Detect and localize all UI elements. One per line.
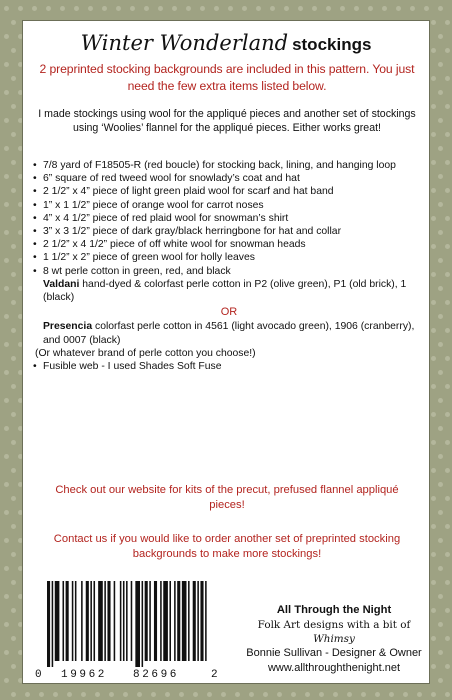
polka-dot bbox=[249, 692, 254, 697]
list-item-text: 2 1/2” x 4 1/2” piece of off white wool for snowman heads bbox=[43, 239, 306, 251]
polka-dot bbox=[263, 692, 268, 697]
polka-dot bbox=[32, 6, 37, 11]
polka-dot bbox=[137, 692, 142, 697]
polka-dot bbox=[11, 132, 16, 137]
polka-dot bbox=[11, 48, 16, 53]
presencia-brand: Presencia bbox=[43, 321, 93, 333]
polka-dot bbox=[116, 6, 121, 11]
polka-dot bbox=[4, 6, 9, 11]
polka-dot bbox=[445, 692, 450, 697]
polka-dot bbox=[4, 622, 9, 627]
polka-dot bbox=[438, 622, 443, 627]
polka-dot bbox=[4, 258, 9, 263]
polka-dot bbox=[431, 76, 436, 81]
list-item bbox=[33, 360, 425, 373]
polka-dot bbox=[228, 6, 233, 11]
polka-dot bbox=[305, 692, 310, 697]
barcode-bar bbox=[142, 581, 144, 667]
designer-owner: Bonnie Sullivan - Designer & Owner bbox=[246, 647, 422, 659]
polka-dot bbox=[389, 692, 394, 697]
polka-dot bbox=[4, 174, 9, 179]
polka-dot bbox=[410, 6, 415, 11]
polka-dot bbox=[11, 328, 16, 333]
barcode-bar bbox=[200, 581, 203, 661]
polka-dot bbox=[438, 314, 443, 319]
polka-dot bbox=[11, 468, 16, 473]
polka-dot bbox=[431, 20, 436, 25]
barcode-bar bbox=[197, 581, 199, 661]
barcode-bar bbox=[193, 581, 196, 661]
polka-dot bbox=[11, 76, 16, 81]
barcode-right-digit: 2 bbox=[211, 669, 221, 681]
polka-dot bbox=[207, 692, 212, 697]
list-item-text: 4” x 4 1/2” piece of red plaid wool for snowman’s shirt bbox=[43, 212, 289, 224]
list-item bbox=[33, 159, 425, 172]
polka-dot bbox=[445, 608, 450, 613]
polka-dot bbox=[438, 202, 443, 207]
barcode-bar bbox=[104, 581, 106, 661]
barcode-bar bbox=[52, 581, 54, 667]
polka-dot bbox=[291, 692, 296, 697]
valdani-line bbox=[33, 278, 425, 304]
polka-dot bbox=[46, 6, 51, 11]
barcode-bar bbox=[174, 581, 176, 661]
title-plain: stockings bbox=[292, 35, 372, 54]
polka-dot bbox=[11, 440, 16, 445]
list-item bbox=[33, 238, 425, 251]
list-item-text: 6” square of red tweed wool for snowlady’s coat and hat bbox=[43, 173, 300, 185]
polka-dot bbox=[431, 272, 436, 277]
polka-dot bbox=[431, 664, 436, 669]
polka-dot bbox=[438, 370, 443, 375]
list-item bbox=[33, 185, 425, 198]
polka-dot bbox=[375, 692, 380, 697]
polka-dot bbox=[200, 6, 205, 11]
polka-dot bbox=[424, 6, 429, 11]
polka-dot bbox=[431, 104, 436, 109]
bullet-icon: • bbox=[33, 186, 37, 198]
polka-dot bbox=[172, 6, 177, 11]
polka-dot bbox=[431, 300, 436, 305]
polka-dot bbox=[11, 188, 16, 193]
polka-dot bbox=[431, 496, 436, 501]
polka-dot bbox=[445, 356, 450, 361]
barcode-bar bbox=[123, 581, 125, 661]
polka-dot bbox=[445, 188, 450, 193]
barcode-bar bbox=[177, 581, 180, 661]
barcode-bar bbox=[135, 581, 140, 667]
polka-dot bbox=[361, 692, 366, 697]
barcode-left-digit: 0 bbox=[35, 669, 45, 681]
barcode-bar bbox=[126, 581, 128, 661]
polka-dot bbox=[179, 692, 184, 697]
polka-dot bbox=[11, 160, 16, 165]
bullet-icon: • bbox=[33, 226, 37, 238]
barcode-bar bbox=[86, 581, 89, 661]
polka-dot bbox=[4, 594, 9, 599]
polka-dot bbox=[4, 370, 9, 375]
polka-dot bbox=[368, 6, 373, 11]
polka-dot bbox=[431, 692, 436, 697]
barcode-bar bbox=[66, 581, 69, 661]
polka-dot bbox=[438, 174, 443, 179]
presencia-text: colorfast perle cotton in 4561 (light avocado green), 1906 (cranberry), and 0007 (black) bbox=[43, 321, 415, 346]
list-item-text: 3” x 3 1/2” piece of dark gray/black herringbone for hat and collar bbox=[43, 226, 342, 238]
polka-dot bbox=[4, 510, 9, 515]
polka-dot bbox=[445, 48, 450, 53]
barcode-bar bbox=[169, 581, 171, 661]
polka-dot bbox=[445, 496, 450, 501]
list-item bbox=[33, 225, 425, 238]
list-item-text: 2 1/2” x 4” piece of light green plaid wool for scarf and hat band bbox=[43, 186, 334, 198]
polka-dot bbox=[438, 62, 443, 67]
polka-dot bbox=[11, 244, 16, 249]
polka-dot bbox=[438, 34, 443, 39]
polka-dot bbox=[109, 692, 114, 697]
polka-dot bbox=[151, 692, 156, 697]
polka-dot bbox=[333, 692, 338, 697]
polka-dot bbox=[326, 6, 331, 11]
polka-dot bbox=[445, 216, 450, 221]
polka-dot bbox=[445, 244, 450, 249]
polka-dot bbox=[431, 328, 436, 333]
polka-dot bbox=[67, 692, 72, 697]
valdani-brand: Valdani bbox=[43, 278, 80, 290]
polka-dot bbox=[11, 580, 16, 585]
polka-dot bbox=[4, 202, 9, 207]
barcode-bar bbox=[205, 581, 207, 661]
bullet-icon: • bbox=[33, 212, 37, 224]
polka-dot bbox=[347, 692, 352, 697]
barcode-bar bbox=[81, 581, 83, 661]
polka-dot bbox=[11, 356, 16, 361]
polka-dot bbox=[438, 538, 443, 543]
polka-dot bbox=[438, 454, 443, 459]
polka-dot bbox=[431, 580, 436, 585]
barcode-bar bbox=[160, 581, 162, 661]
polka-dot bbox=[438, 510, 443, 515]
bullet-icon: • bbox=[33, 239, 37, 251]
polka-dot bbox=[431, 636, 436, 641]
polka-dot bbox=[4, 230, 9, 235]
tagline-whimsy: Whimsy bbox=[313, 633, 355, 645]
barcode-bar bbox=[72, 581, 74, 661]
order-backgrounds-message: Contact us if you would like to order another set of preprinted stocking backgrounds to make more stockings! bbox=[53, 533, 401, 560]
polka-dot bbox=[438, 258, 443, 263]
polka-dot bbox=[445, 328, 450, 333]
polka-dot bbox=[4, 650, 9, 655]
list-item bbox=[33, 251, 425, 264]
polka-dot bbox=[221, 692, 226, 697]
polka-dot bbox=[11, 636, 16, 641]
barcode-bars bbox=[35, 579, 221, 667]
barcode-bar bbox=[55, 581, 60, 661]
polka-dot bbox=[270, 6, 275, 11]
polka-dot bbox=[4, 118, 9, 123]
polka-dot bbox=[431, 552, 436, 557]
intro-paragraph: I made stockings using wool for the appliqué pieces and another set of stockings using ‘Woolies’ flannel for the appliqué pieces. Either works great! bbox=[38, 108, 416, 134]
list-item bbox=[33, 212, 425, 225]
polka-dot bbox=[431, 524, 436, 529]
list-item bbox=[33, 265, 425, 278]
polka-dot bbox=[431, 440, 436, 445]
polka-dot bbox=[74, 6, 79, 11]
polka-dot bbox=[431, 384, 436, 389]
barcode-bar bbox=[188, 581, 190, 661]
polka-dot bbox=[354, 6, 359, 11]
polka-dot bbox=[277, 692, 282, 697]
polka-dot bbox=[11, 524, 16, 529]
polka-dot bbox=[445, 440, 450, 445]
polka-dot bbox=[431, 244, 436, 249]
website-link[interactable]: www.allthroughthenight.net bbox=[267, 662, 401, 674]
polka-dot bbox=[438, 426, 443, 431]
backgrounds-included-note: 2 preprinted stocking backgrounds are included in this pattern. You just need the few extra items listed below. bbox=[39, 62, 415, 93]
polka-dot bbox=[256, 6, 261, 11]
polka-dot bbox=[11, 104, 16, 109]
polka-dot bbox=[438, 230, 443, 235]
valdani-text: hand-dyed & colorfast perle cotton in P2 (olive green), P1 (old brick), 1 (black) bbox=[43, 278, 407, 304]
polka-dot bbox=[4, 146, 9, 151]
polka-dot bbox=[88, 6, 93, 11]
polka-dot bbox=[53, 692, 58, 697]
polka-dot bbox=[95, 692, 100, 697]
polka-dot bbox=[438, 678, 443, 683]
bullet-icon: • bbox=[33, 252, 37, 264]
list-item-text: 1” x 1 1/2” piece of orange wool for carrot noses bbox=[43, 199, 264, 211]
polka-dot bbox=[438, 90, 443, 95]
polka-dot bbox=[11, 496, 16, 501]
polka-dot bbox=[431, 216, 436, 221]
polka-dot bbox=[319, 692, 324, 697]
polka-dot bbox=[445, 104, 450, 109]
bullet-icon: • bbox=[33, 361, 37, 373]
polka-dot bbox=[130, 6, 135, 11]
company-block bbox=[241, 603, 427, 676]
polka-dot bbox=[445, 272, 450, 277]
polka-dot bbox=[11, 384, 16, 389]
polka-dot bbox=[39, 692, 44, 697]
barcode-bar bbox=[131, 581, 133, 661]
polka-dot bbox=[4, 678, 9, 683]
polka-dot bbox=[158, 6, 163, 11]
polka-dot bbox=[445, 132, 450, 137]
polka-dot bbox=[11, 272, 16, 277]
polka-dot bbox=[417, 692, 422, 697]
polka-dot bbox=[284, 6, 289, 11]
upc-barcode bbox=[35, 579, 221, 681]
barcode-bar bbox=[114, 581, 116, 661]
polka-dot bbox=[438, 286, 443, 291]
polka-dot bbox=[11, 216, 16, 221]
polka-dot bbox=[340, 6, 345, 11]
polka-dot bbox=[102, 6, 107, 11]
polka-dot bbox=[396, 6, 401, 11]
bullet-icon: • bbox=[33, 265, 37, 277]
barcode-bar bbox=[182, 581, 187, 661]
polka-dot bbox=[214, 6, 219, 11]
polka-dot bbox=[445, 412, 450, 417]
polka-dot bbox=[4, 482, 9, 487]
barcode-bar bbox=[94, 581, 96, 661]
polka-dot bbox=[445, 580, 450, 585]
list-item bbox=[33, 172, 425, 185]
polka-dot bbox=[11, 20, 16, 25]
presencia-line bbox=[33, 320, 425, 346]
polka-dot bbox=[4, 426, 9, 431]
polka-dot bbox=[4, 62, 9, 67]
polka-dot bbox=[438, 482, 443, 487]
polka-dot bbox=[4, 286, 9, 291]
polka-dot bbox=[235, 692, 240, 697]
polka-dot bbox=[431, 468, 436, 473]
polka-dot bbox=[4, 538, 9, 543]
polka-dot bbox=[431, 48, 436, 53]
title-script: Winter Wonderland bbox=[80, 31, 289, 55]
polka-dot bbox=[445, 300, 450, 305]
supply-list bbox=[33, 159, 425, 373]
polka-dot bbox=[60, 6, 65, 11]
barcode-bar bbox=[149, 581, 151, 661]
polka-dot bbox=[445, 468, 450, 473]
polka-dot bbox=[193, 692, 198, 697]
polka-dot bbox=[431, 412, 436, 417]
polka-dot bbox=[438, 650, 443, 655]
polka-dot bbox=[438, 566, 443, 571]
polka-dot bbox=[431, 132, 436, 137]
polka-dot bbox=[242, 6, 247, 11]
company-name: All Through the Night bbox=[276, 604, 392, 616]
polka-dot bbox=[445, 384, 450, 389]
tagline-prefix: Folk Art designs with a bit of bbox=[257, 619, 411, 631]
polka-dot bbox=[445, 636, 450, 641]
polka-dot bbox=[445, 524, 450, 529]
barcode-bar bbox=[75, 581, 77, 661]
list-item bbox=[33, 199, 425, 212]
list-item-text: 8 wt perle cotton in green, red, and black bbox=[43, 265, 231, 277]
polka-dot bbox=[445, 20, 450, 25]
kits-message: Check out our website for kits of the precut, prefused flannel appliqué pieces! bbox=[55, 484, 399, 511]
polka-dot bbox=[186, 6, 191, 11]
barcode-bar bbox=[47, 581, 50, 667]
polka-dot bbox=[438, 146, 443, 151]
polka-dot bbox=[298, 6, 303, 11]
barcode-bar bbox=[90, 581, 92, 661]
polka-dot bbox=[438, 6, 443, 11]
polka-dot bbox=[431, 608, 436, 613]
list-item-text: 1 1/2” x 2” piece of green wool for holly leaves bbox=[43, 252, 255, 264]
polka-dot bbox=[4, 34, 9, 39]
polka-dot bbox=[144, 6, 149, 11]
bullet-icon: • bbox=[33, 173, 37, 185]
barcode-bar bbox=[63, 581, 65, 661]
barcode-bar bbox=[145, 581, 148, 661]
polka-dot bbox=[4, 454, 9, 459]
polka-dot bbox=[445, 552, 450, 557]
polka-dot bbox=[11, 552, 16, 557]
polka-dot bbox=[11, 300, 16, 305]
polka-dot bbox=[4, 314, 9, 319]
polka-dot bbox=[11, 692, 16, 697]
barcode-group-1: 19962 bbox=[61, 669, 108, 681]
pattern-back-card bbox=[22, 20, 430, 684]
polka-dot bbox=[438, 594, 443, 599]
polka-dot bbox=[11, 608, 16, 613]
barcode-bar bbox=[107, 581, 110, 661]
polka-dot bbox=[438, 118, 443, 123]
polka-dot bbox=[445, 160, 450, 165]
or-divider: OR bbox=[220, 306, 238, 319]
whatever-brand-note: (Or whatever brand of perle cotton you choose!) bbox=[35, 347, 256, 359]
bullet-icon: • bbox=[33, 160, 37, 171]
list-item-text: 7/8 yard of F18505-R (red boucle) for stocking back, lining, and hanging loop bbox=[43, 160, 396, 171]
fusible-text: Fusible web - I used Shades Soft Fuse bbox=[43, 361, 222, 373]
polka-dot bbox=[25, 692, 30, 697]
polka-dot bbox=[18, 6, 23, 11]
polka-dot bbox=[11, 412, 16, 417]
polka-dot bbox=[438, 342, 443, 347]
polka-dot bbox=[4, 398, 9, 403]
polka-dot bbox=[445, 76, 450, 81]
bullet-icon: • bbox=[33, 199, 37, 211]
polka-dot bbox=[4, 342, 9, 347]
polka-dot bbox=[403, 692, 408, 697]
polka-dot bbox=[165, 692, 170, 697]
barcode-bar bbox=[154, 581, 157, 661]
barcode-bar bbox=[163, 581, 168, 661]
polka-dot bbox=[445, 664, 450, 669]
polka-dot bbox=[11, 664, 16, 669]
polka-dot bbox=[382, 6, 387, 11]
polka-dot bbox=[123, 692, 128, 697]
polka-dot bbox=[4, 90, 9, 95]
polka-dot bbox=[438, 398, 443, 403]
polka-dot bbox=[431, 160, 436, 165]
polka-dot bbox=[4, 566, 9, 571]
page-title bbox=[23, 31, 429, 55]
barcode-group-2: 82696 bbox=[133, 669, 180, 681]
polka-dot bbox=[312, 6, 317, 11]
polka-dot bbox=[81, 692, 86, 697]
company-tagline bbox=[241, 618, 427, 646]
polka-dot bbox=[431, 356, 436, 361]
barcode-bar bbox=[98, 581, 103, 661]
barcode-bar bbox=[120, 581, 122, 661]
polka-dot bbox=[431, 188, 436, 193]
